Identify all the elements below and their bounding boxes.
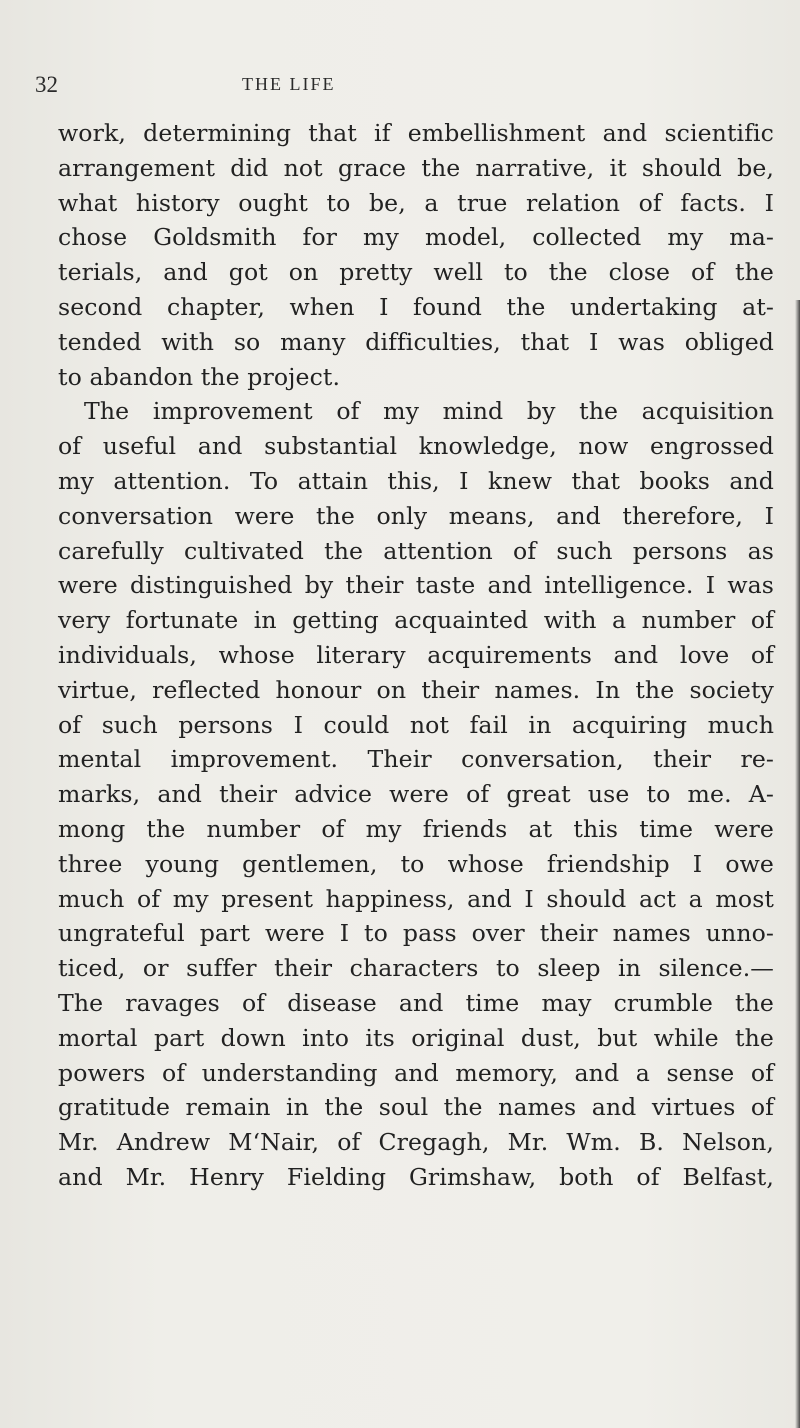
text-line: were distinguished by their taste and intelligence. I was <box>58 571 774 600</box>
text-line: very fortunate in getting acquainted with a number of <box>58 606 774 635</box>
text-line: individuals, whose literary acquirements and love of <box>58 640 774 669</box>
text-line: three young gentlemen, to whose friendship I owe <box>58 849 774 878</box>
text-line: chose Goldsmith for my model, collected my ma- <box>58 223 774 252</box>
text-line: of useful and substantial knowledge, now engrossed <box>58 432 774 461</box>
text-line: of such persons I could not fail in acquiring much <box>58 710 774 739</box>
text-line: virtue, reflected honour on their names. In the society <box>58 675 774 704</box>
text-line: ticed, or suffer their characters to sleep in silence.— <box>58 954 774 983</box>
text-line: Mr. Andrew M‘Nair, of Cregagh, Mr. Wm. B. Nelson, <box>58 1128 774 1157</box>
text-line: what history ought to be, a true relation of facts. I <box>58 188 774 217</box>
running-head <box>0 72 800 106</box>
text-line: mong the number of my friends at this time were <box>58 814 774 843</box>
text-line: powers of understanding and memory, and a sense of <box>58 1058 774 1087</box>
text-line: carefully cultivated the attention of such persons as <box>58 536 774 565</box>
text-line: to abandon the project. <box>58 362 341 391</box>
page-edge-shadow <box>795 300 800 1428</box>
text-line: my attention. To attain this, I knew that books and <box>58 466 774 495</box>
text-line: The ravages of disease and time may crumble the <box>58 988 774 1017</box>
text-line: mortal part down into its original dust, but while the <box>58 1023 774 1052</box>
body-text <box>58 116 774 1195</box>
text-line: mental improvement. Their conversation, their re- <box>58 745 774 774</box>
running-title: THE LIFE <box>242 74 336 94</box>
text-line: work, determining that if embellishment and scientific <box>58 119 774 147</box>
text-line: and Mr. Henry Fielding Grimshaw, both of Belfast, <box>58 1162 774 1191</box>
text-line: marks, and their advice were of great use to me. A- <box>58 780 774 809</box>
text-line: ungrateful part were I to pass over their names unno- <box>58 919 774 948</box>
text-line: gratitude remain in the soul the names and virtues of <box>58 1093 774 1122</box>
page-number: 32 <box>35 72 58 97</box>
text-line: much of my present happiness, and I should act a most <box>58 884 774 913</box>
paragraph-start-line: The improvement of my mind by the acquisition <box>84 397 774 426</box>
text-line: tended with so many difficulties, that I was obliged <box>58 327 774 356</box>
text-line: conversation were the only means, and therefore, I <box>58 501 774 530</box>
text-line: arrangement did not grace the narrative, it should be, <box>58 153 774 182</box>
text-line: terials, and got on pretty well to the close of the <box>58 258 774 287</box>
text-line: second chapter, when I found the undertaking at- <box>58 292 774 321</box>
